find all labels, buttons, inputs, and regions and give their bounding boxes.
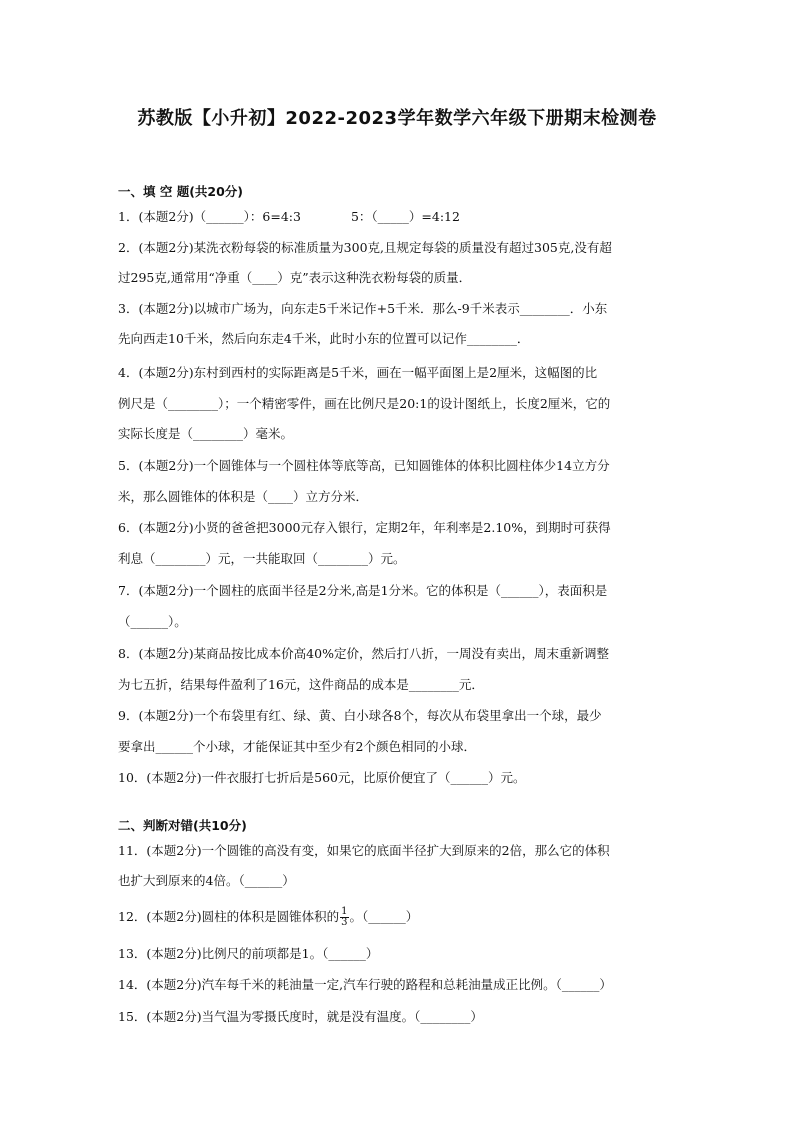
question-11-line-2: 也扩大到原来的4倍。（______） bbox=[118, 873, 295, 888]
question-7-line-2: （______）。 bbox=[118, 614, 187, 629]
question-6-line-1: 6．(本题2分)小贤的爸爸把3000元存入银行，定期2年，年利率是2.10%，到期时可获得 bbox=[118, 520, 611, 535]
question-3-line-1: 3．(本题2分)以城市广场为，向东走5千米记作+5千米．那么-9千米表示________．小东 bbox=[118, 301, 608, 316]
question-12-text: 12．(本题2分)圆柱的体积是圆锥体积的 bbox=[118, 909, 340, 924]
fraction-numerator: 1 bbox=[341, 906, 348, 917]
question-11-line-1: 11．(本题2分)一个圆锥的高没有变，如果它的底面半径扩大到原来的2倍，那么它的体积 bbox=[118, 843, 610, 858]
question-9-line-1: 9．(本题2分)一个布袋里有红、绿、黄、白小球各8个，每次从布袋里拿出一个球，最少 bbox=[118, 708, 602, 723]
question-5-line-2: 米，那么圆锥体的体积是（____）立方分米． bbox=[118, 489, 369, 504]
question-12-blank: 。（______） bbox=[349, 909, 419, 924]
question-7-line-1: 7．(本题2分)一个圆柱的底面半径是2分米,高是1分米。它的体积是（______），表面积是 bbox=[118, 583, 608, 598]
question-10: 10．(本题2分)一件衣服打七折后是560元，比原价便宜了（______）元。 bbox=[118, 770, 526, 785]
question-4-line-3: 实际长度是（________）毫米。 bbox=[118, 426, 294, 441]
question-14: 14．(本题2分)汽车每千米的耗油量一定,汽车行驶的路程和总耗油量成正比例。（______） bbox=[118, 977, 612, 992]
question-15: 15．(本题2分)当气温为零摄氏度时，就是没有温度。（________） bbox=[118, 1009, 483, 1024]
fraction-denominator: 3 bbox=[341, 917, 348, 928]
question-6-line-2: 利息（________）元，一共能取回（________）元。 bbox=[118, 551, 406, 566]
question-4-line-1: 4．(本题2分)东村到西村的实际距离是5千米，画在一幅平面图上是2厘米，这幅图的比 bbox=[118, 365, 598, 380]
question-13: 13．(本题2分)比例尺的前项都是1。（______） bbox=[118, 946, 379, 961]
section-heading-fill-blank: 一、填 空 题(共20分) bbox=[118, 184, 244, 199]
question-2-line-2: 过295克,通常用“净重（____）克”表示这种洗衣粉每袋的质量． bbox=[118, 270, 472, 285]
question-9-line-2: 要拿出______个小球，才能保证其中至少有2个颜色相同的小球． bbox=[118, 739, 476, 754]
question-8-line-2: 为七五折，结果每件盈利了16元，这件商品的成本是________元． bbox=[118, 677, 484, 692]
section-heading-true-false: 二、判断对错(共10分) bbox=[118, 818, 247, 833]
question-12 bbox=[118, 907, 678, 928]
page-title: 苏教版【小升初】2022-2023学年数学六年级下册期末检测卷 bbox=[137, 108, 657, 129]
fraction-one-third bbox=[340, 907, 348, 928]
question-1: 1．(本题2分)（______）：6=4:3 5：（_____）=4:12 bbox=[118, 209, 460, 224]
question-3-line-2: 先向西走10千米，然后向东走4千米，此时小东的位置可以记作________． bbox=[118, 331, 530, 346]
question-5-line-1: 5．(本题2分)一个圆锥体与一个圆柱体等底等高，已知圆锥体的体积比圆柱体少14立方分 bbox=[118, 458, 610, 473]
question-8-line-1: 8．(本题2分)某商品按比成本价高40%定价，然后打八折，一周没有卖出，周末重新调整 bbox=[118, 646, 609, 661]
question-2-line-1: 2．(本题2分)某洗衣粉每袋的标准质量为300克,且规定每袋的质量没有超过305克,没有超 bbox=[118, 240, 612, 255]
question-4-line-2: 例尺是（________）；一个精密零件，画在比例尺是20:1的设计图纸上，长度2厘米，它的 bbox=[118, 396, 611, 411]
